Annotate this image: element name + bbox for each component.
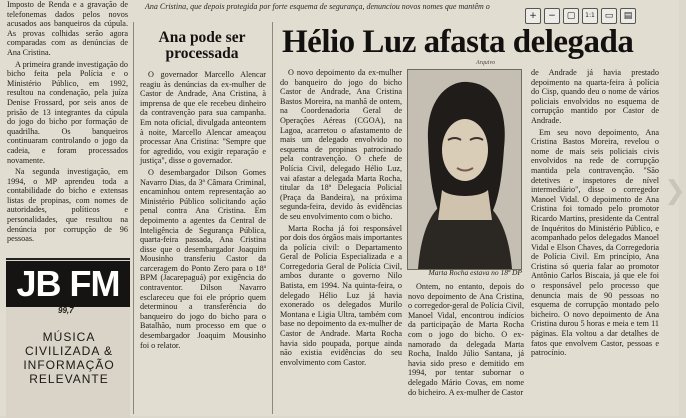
article-column-2 bbox=[140, 70, 266, 352]
column-divider bbox=[272, 22, 273, 414]
article-column-4 bbox=[408, 282, 524, 399]
next-page-arrow-icon[interactable]: ❯ bbox=[664, 176, 686, 206]
article-column-3 bbox=[280, 68, 402, 369]
column3-paragraph: Marta Rocha já foi responsável por dois dos órgãos mais importantes da polícia civil: o Departamento Geral de Polícia Especializada e a Corregedoria Geral de Polícia Civil, ambos durante o governo Nilo Batista, em 1994. Na quinta-feira, o delegado Hélio Luz já havia exonerado os delegados Murilo Montana e Ligia Ultra, também com base no depoimento da ex-mulher de Castor de Andrade. Marta Rocha havia sido poupada, porque ainda não existia evidências do seu envolvimento com Castor. bbox=[280, 223, 402, 367]
top-photo-caption: Ana Cristina, que depois protegida por forte esquema de segurança, denunciou novos nomes que mantêm o bbox=[145, 2, 490, 11]
portrait-image bbox=[408, 70, 521, 269]
ad-brand-logo: JB FM bbox=[6, 261, 130, 307]
column5-paragraph: Em seu novo depoimento, Ana Cristina Bastos Moreira, revelou o nome de mais seis policiais civis envolvidos na rede de corrupção mantida pela contravenção. "São detetives e inspetores de nível intermediário", disse o corregedor Manoel Vidal. O depoimento de Ana Cristina foi tomado pelo promotor Ricardo Martins, presidente da Central de Inquéritos do Ministério Público, e acompanhado pelos delegados Manoel Vidal e Elson Chaves, da Corregedoria de Polícia Civil. Em princípio, Ana Cristina só queria falar ao promotor Antônio Carlos Biscaia, já que ele foi o responsável pelo processo que denuncia mais de 90 pessoas no esquema de corrupção montado pelo bicheiro. O novo depoimento de Ana Cristina durou 5 horas e meia e tem 11 páginas. Ela voltou a dar detalhes de fatos que envolvem Castor, pessoas e patrocínio. bbox=[531, 127, 659, 358]
fit-page-icon[interactable]: ▢ bbox=[563, 8, 579, 24]
portrait-photo bbox=[407, 69, 522, 270]
column2-paragraph: O governador Marcello Alencar reagiu às denúncias da ex-mulher de Castor de Andrade, Ana Cristina, à imprensa de que ele recebeu dinheiro da contravenção para sua campanha. Em nota oficial, divulgada anteontem à noite, Marcello Alencar ameaçou processar Ana Cristina: "Sempre que for agredido, vou exigir reparação e justiça", disse o governador. bbox=[140, 70, 266, 166]
actual-size-icon[interactable]: 1:1 bbox=[582, 8, 598, 24]
photo-credit: Arquivo bbox=[476, 60, 496, 66]
column1-paragraph: Na segunda investigação, em 1994, o MP aprendeu toda a contabilidade do bicho e extensas listas de propinas, com nomes de autoridades, políticos e personalidades, que resultou na denúncia por corrupção de 96 pessoas. bbox=[7, 167, 128, 244]
full-width-icon[interactable]: ▭ bbox=[601, 8, 617, 24]
column-divider bbox=[133, 22, 134, 414]
ad-frequency: 99,7 bbox=[58, 306, 74, 315]
viewer-toolbar bbox=[525, 7, 679, 25]
column4-paragraph: Ontem, no entanto, depois do novo depoimento de Ana Cristina, o corregedor-geral de Polícia Civil, Manoel Vidal, encontrou indícios da participação de Marta Rocha com o jogo do bicho. O ex-namorado da delegada Marta Rocha, Inaldo Júlio Santana, já havia sido preso e demitido em 1994, por tentar subornar o delegado Mário Covas, em nome do bicheiro. A ex-mulher de Castor bbox=[408, 282, 524, 397]
zoom-out-icon[interactable]: − bbox=[544, 8, 560, 24]
photo-caption: Marta Rocha estava no 18ª DP bbox=[428, 268, 522, 277]
zoom-in-icon[interactable]: + bbox=[525, 8, 541, 24]
headline: Hélio Luz afasta delegada bbox=[282, 24, 634, 60]
column1-paragraph: Imposto de Renda e a gravação de telefonemas dados pelos novos acusados aos banqueiros da cúpula. As provas colhidas serão agora comparadas com as denúncias de Ana Cristina. bbox=[7, 0, 128, 57]
column5-paragraph: de Andrade já havia prestado depoimento na quarta-feira à polícia do Cisp, quando deu o nome de vários policiais envolvidos no esquema de corrupção mantido por Castor de Andrade. bbox=[531, 68, 659, 125]
article-column-1 bbox=[7, 0, 128, 246]
sub-headline: Ana pode ser processada bbox=[158, 29, 246, 62]
column1-paragraph: A primeira grande investigação do bicho feita pela Polícia e o Ministério Público, em 1992, resultou na condenação, pela juíza Denise Frossard, por seis anos de prisão de 13 integrantes da cúpula do jogo do bicho por formação de quadrilha. Os banqueiros continuaram controlando o jogo da cadeia, e foram processados novamente. bbox=[7, 59, 128, 165]
page-view-icon[interactable]: ▤ bbox=[620, 8, 636, 24]
column2-paragraph: O desembargador Dilson Gomes Navarro Dias, da 3ª Câmara Criminal, encaminhou ontem representação ao Ministério Público solicitando ação penal contra Ana Cristina. Em depoimento a agentes da Central de Inteligência de Segurança Pública, quarta-feira passada, Ana Cristina disse que o desembargador Joaquim Mousinho transferiu Castor da carceragem do Ponto Zero para o 18ª BPM (Jacarepaguá) por exigência do contraventor. Dilson Navarro esclareceu que foi ele próprio quem determinou a transferência do banqueiro do jogo do bicho para o Batalhão, num processo em que o desembargador Joaquim Mousinho foi o relator. bbox=[140, 167, 266, 350]
article-column-5 bbox=[531, 68, 659, 360]
ad-slogan: MÚSICA CIVILIZADA & INFORMAÇÃO RELEVANTE bbox=[23, 330, 115, 386]
column3-paragraph: O novo depoimento da ex-mulher do banqueiro do jogo do bicho Castor de Andrade, Ana Cristina Bastos Moreira, na manhã de ontem, na Coordenadoria Geral de Operações Aéreas (CGOA), na Lagoa, acarretou o afastamento de mais um delegado envolvido no esquema de propinas patrocinado pela contravenção. O chefe de Polícia Civil, delegado Hélio Luz, vai afastar a delegada Marta Rocha, titular da 18ª Delegacia Policial (Praça da Bandeira), na próxima segunda-feira, devido às evidências de seu envolvimento com o bicho. bbox=[280, 68, 402, 221]
